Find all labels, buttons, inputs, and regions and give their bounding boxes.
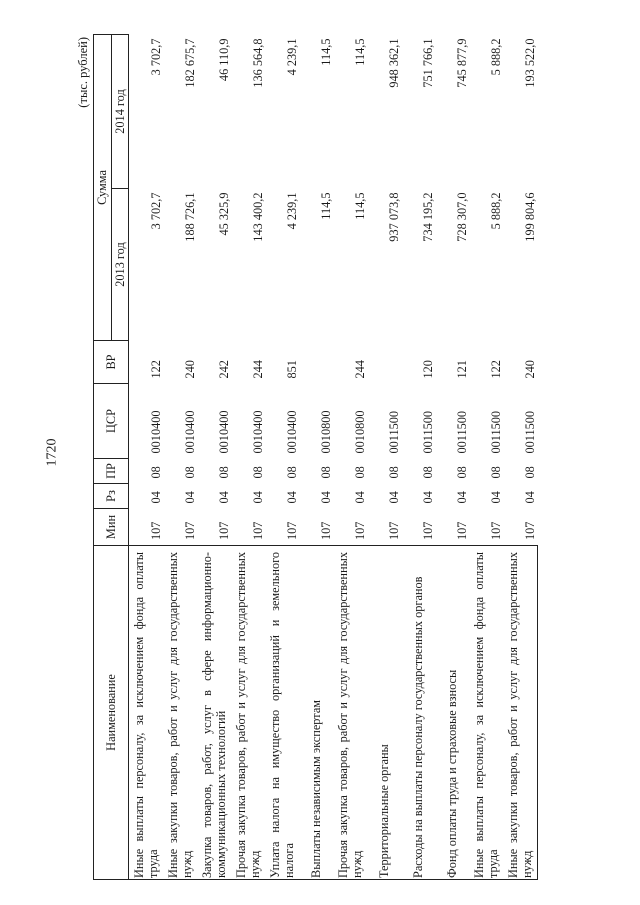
row-pr: 08 <box>386 466 401 479</box>
row-csr: 0011500 <box>454 410 469 454</box>
table-body <box>129 34 538 879</box>
row-name: Уплата налога на имущество организаций и земельного налога <box>265 546 299 880</box>
row-sum-2013: 4 239,1 <box>284 192 299 230</box>
header-pr: ПР <box>94 459 129 484</box>
row-sum-2014: 751 766,1 <box>420 38 435 88</box>
row-pr: 08 <box>352 466 367 479</box>
row-sum-2013: 199 804,6 <box>523 192 537 242</box>
units-note: (тыс. рублей) <box>76 37 90 108</box>
row-name: Закупка товаров, работ, услуг в сфере информационно-коммуникационных технологий <box>197 546 231 880</box>
row-rz: 04 <box>386 491 401 504</box>
row-name: Выплаты независимым экспертам <box>299 546 333 880</box>
row-sum-2014: 193 522,0 <box>523 38 537 88</box>
row-rz: 04 <box>523 491 537 504</box>
row-csr: 0010400 <box>182 410 197 454</box>
row-min: 107 <box>250 521 265 540</box>
row-rz: 04 <box>488 491 503 504</box>
row-sum-2013: 114,5 <box>318 192 333 220</box>
row-rz: 04 <box>284 491 299 504</box>
table-header <box>94 34 129 879</box>
table-row <box>265 34 299 879</box>
row-rz: 04 <box>148 491 163 504</box>
row-vr: 122 <box>488 360 503 379</box>
row-min: 107 <box>523 521 537 540</box>
row-rz: 04 <box>352 491 367 504</box>
row-min: 107 <box>454 521 469 540</box>
row-sum-2013: 5 888,2 <box>488 192 503 230</box>
row-sum-2013: 734 195,2 <box>420 192 435 242</box>
row-sum-2014: 114,5 <box>352 38 367 66</box>
header-2013: 2013 год <box>111 189 129 341</box>
row-sum-2013: 143 400,2 <box>250 192 265 242</box>
row-vr: 240 <box>182 360 197 379</box>
table-row <box>129 34 164 879</box>
row-sum-2013: 114,5 <box>352 192 367 220</box>
table-row <box>197 34 231 879</box>
row-pr: 08 <box>454 466 469 479</box>
table-row <box>401 34 435 879</box>
row-name: Иные закупки товаров, работ и услуг для государственных нужд <box>503 546 538 880</box>
row-sum-2014: 4 239,1 <box>284 38 299 76</box>
row-sum-2013: 3 702,7 <box>148 192 163 230</box>
table-row <box>299 34 333 879</box>
row-pr: 08 <box>182 466 197 479</box>
table-row <box>231 34 265 879</box>
row-min: 107 <box>148 521 163 540</box>
row-rz: 04 <box>216 491 231 504</box>
row-rz: 04 <box>250 491 265 504</box>
row-name: Прочая закупка товаров, работ и услуг для государственных нужд <box>231 546 265 880</box>
table-row <box>163 34 197 879</box>
row-sum-2014: 114,5 <box>318 38 333 66</box>
row-pr: 08 <box>488 466 503 479</box>
row-name: Иные выплаты персоналу, за исключением фонда оплаты труда <box>129 546 164 880</box>
row-sum-2014: 136 564,8 <box>250 38 265 88</box>
row-rz: 04 <box>182 491 197 504</box>
row-sum-2013: 188 726,1 <box>182 192 197 242</box>
header-sum: Сумма <box>94 34 112 340</box>
row-csr: 0011500 <box>523 410 537 454</box>
row-csr: 0010400 <box>284 410 299 454</box>
row-sum-2014: 948 362,1 <box>386 38 401 88</box>
row-min: 107 <box>352 521 367 540</box>
row-rz: 04 <box>420 491 435 504</box>
row-name: Территориальные органы <box>367 546 401 880</box>
row-csr: 0011500 <box>420 410 435 454</box>
table-row <box>503 34 538 879</box>
header-vr: ВР <box>94 341 129 384</box>
table-row <box>333 34 367 879</box>
row-min: 107 <box>216 521 231 540</box>
row-name: Иные закупки товаров, работ и услуг для государственных нужд <box>163 546 197 880</box>
row-sum-2014: 745 877,9 <box>454 38 469 88</box>
row-min: 107 <box>420 521 435 540</box>
row-csr: 0010400 <box>148 410 163 454</box>
row-pr: 08 <box>250 466 265 479</box>
row-name: Расходы на выплаты персоналу государственных органов <box>401 546 435 880</box>
row-pr: 08 <box>148 466 163 479</box>
row-pr: 08 <box>318 466 333 479</box>
row-vr: 120 <box>420 360 435 379</box>
row-pr: 08 <box>284 466 299 479</box>
row-name: Иные выплаты персоналу, за исключением фонда оплаты труда <box>469 546 503 880</box>
row-vr: 244 <box>352 360 367 379</box>
header-2014: 2014 год <box>111 34 129 188</box>
row-rz: 04 <box>454 491 469 504</box>
row-vr: 122 <box>148 360 163 379</box>
header-name: Наименование <box>94 546 129 880</box>
budget-table <box>93 34 538 880</box>
header-rz: Рз <box>94 484 129 509</box>
row-csr: 0011500 <box>488 410 503 454</box>
row-sum-2013: 728 307,0 <box>454 192 469 242</box>
row-min: 107 <box>386 521 401 540</box>
row-vr: 244 <box>250 360 265 379</box>
row-csr: 0010400 <box>250 410 265 454</box>
row-vr: 121 <box>454 360 469 379</box>
header-min: Мин <box>94 509 129 546</box>
table-row <box>469 34 503 879</box>
row-vr <box>367 341 401 384</box>
row-sum-2013: 937 073,8 <box>386 192 401 242</box>
row-pr: 08 <box>216 466 231 479</box>
row-csr: 0010800 <box>318 410 333 454</box>
row-sum-2013: 45 325,9 <box>216 192 231 236</box>
row-vr: 240 <box>523 360 537 379</box>
row-vr: 242 <box>216 360 231 379</box>
row-csr: 0010400 <box>216 410 231 454</box>
row-vr: 851 <box>284 360 299 379</box>
row-csr: 0010800 <box>352 410 367 454</box>
row-min: 107 <box>488 521 503 540</box>
row-csr: 0011500 <box>386 410 401 454</box>
row-min: 107 <box>284 521 299 540</box>
row-sum-2014: 3 702,7 <box>148 38 163 76</box>
row-name: Фонд оплаты труда и страховые взносы <box>435 546 469 880</box>
row-rz: 04 <box>318 491 333 504</box>
row-sum-2014: 46 110,9 <box>216 38 231 82</box>
header-csr: ЦСР <box>94 384 129 459</box>
row-pr: 08 <box>523 466 537 479</box>
row-pr: 08 <box>420 466 435 479</box>
row-min: 107 <box>182 521 197 540</box>
row-min: 107 <box>318 521 333 540</box>
row-sum-2014: 182 675,7 <box>182 38 197 88</box>
row-vr <box>299 341 333 384</box>
table-row <box>435 34 469 879</box>
row-name: Прочая закупка товаров, работ и услуг для государственных нужд <box>333 546 367 880</box>
row-sum-2014: 5 888,2 <box>488 38 503 76</box>
table-row <box>367 34 401 879</box>
page-number: 1720 <box>44 438 60 467</box>
rotated-table-frame <box>75 35 570 880</box>
